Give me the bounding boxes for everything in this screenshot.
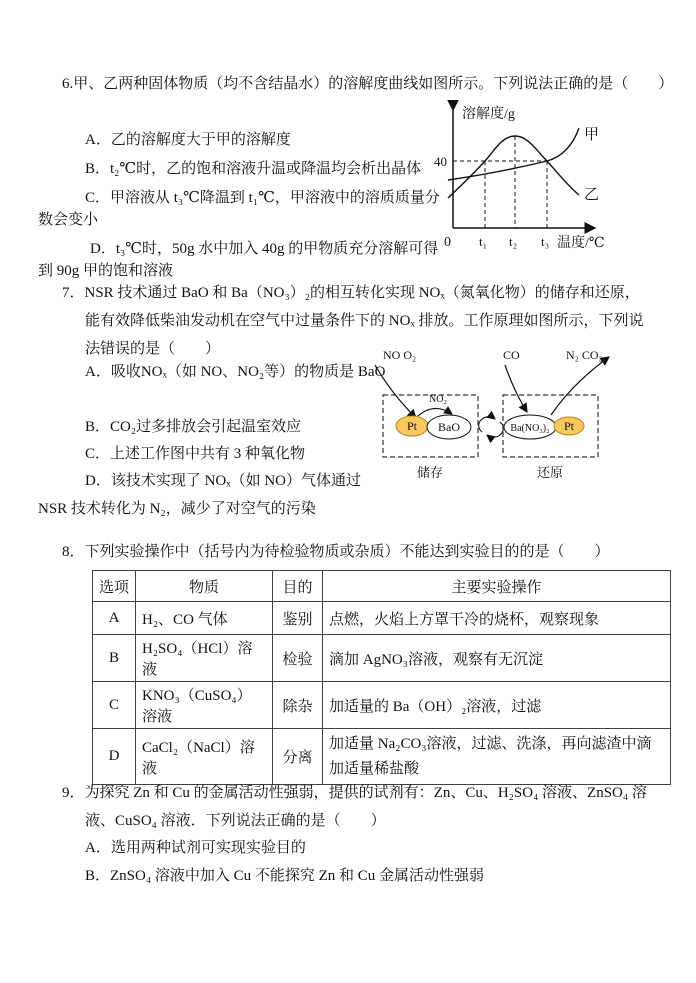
graph-t3: t₃ <box>541 234 550 249</box>
curve-yi-line <box>448 136 579 198</box>
table-row <box>93 729 671 785</box>
graph-yi: 乙 <box>584 187 600 203</box>
graph-ylabel: 溶解度/g <box>462 107 515 122</box>
nsr-diagram <box>373 345 625 483</box>
q9-option-b: B．ZnSO₄ 溶液中加入 Cu 不能探究 Zn 和 Cu 金属活动性强弱 <box>85 868 484 884</box>
q7-option-d-line1: D．该技术实现了 NOₓ（如 NO）气体通过 <box>85 473 362 489</box>
row-a-purpose: 鉴别 <box>273 602 323 635</box>
no2-label: NO₂ <box>429 394 447 405</box>
row-a-operation: 点燃，火焰上方罩干冷的烧杯，观察现象 <box>323 602 671 635</box>
q6-option-c-line1: C．甲溶液从 t₃℃降温到 t₁℃，甲溶液中的溶质质量分 <box>85 190 440 206</box>
row-a-option: A <box>93 602 136 635</box>
gas-in-right-label: CO <box>503 348 520 362</box>
table-row <box>93 635 671 682</box>
row-c-option: C <box>93 682 136 729</box>
storage-label: 储存 <box>416 465 444 480</box>
gas-in-left-label: NO O₂ <box>383 348 417 362</box>
q7-stem-line1: 7．NSR 技术通过 BaO 和 Ba（NO₃）₂的相互转化实现 NOₓ（氮氧化物）的储存和还原， <box>62 285 640 301</box>
row-c-operation: 加适量的 Ba（OH）₂溶液，过滤 <box>323 682 671 729</box>
q9-stem-line2: 液、CuSO₄ 溶液．下列说法正确的是（ ） <box>85 813 386 829</box>
graph-t1: t₁ <box>479 234 488 249</box>
q6-option-b: B．t₂℃时，乙的饱和溶液升温或降温均会析出晶体 <box>85 161 422 177</box>
q6-option-c-line2: 数会变小 <box>38 212 99 228</box>
q9-stem-line1: 9．为探究 Zn 和 Cu 的金属活动性强弱，提供的试剂有：Zn、Cu、H₂SO₄ 溶液、ZnSO₄ 溶 <box>62 785 647 801</box>
gas-out-label: N₂ CO₂ <box>566 348 603 362</box>
q6-option-a: A．乙的溶解度大于甲的溶解度 <box>85 132 291 148</box>
col-header-purpose: 目的 <box>273 571 323 602</box>
q8-table <box>92 570 671 785</box>
pt-right-label: Pt <box>563 419 575 433</box>
q7-option-d-line2: NSR 技术转化为 N₂，减少了对空气的污染 <box>38 501 316 517</box>
row-d-operation: 加适量 Na₂CO₃溶液，过滤、洗涤，再向滤渣中滴加适量稀盐酸 <box>323 729 671 785</box>
q8-stem: 8．下列实验操作中（括号内为待检验物质或杂质）不能达到实验目的的是（ ） <box>62 544 610 560</box>
table-row <box>93 682 671 729</box>
q7-option-c: C．上述工作图中共有 3 种氧化物 <box>85 446 306 462</box>
graph-y40: 40 <box>434 154 447 169</box>
cycle-arrow-top <box>479 417 495 432</box>
graph-xlabel: 温度/℃ <box>557 236 605 251</box>
q7-option-b: B．CO₂过多排放会引起温室效应 <box>85 419 302 435</box>
row-c-purpose: 除杂 <box>273 682 323 729</box>
q9-option-a: A．选用两种试剂可实现实验目的 <box>85 840 306 856</box>
row-d-option: D <box>93 729 136 785</box>
row-b-operation: 滴加 AgNO₃溶液，观察有无沉淀 <box>323 635 671 682</box>
cycle-arrow-bottom <box>487 422 503 437</box>
col-header-substance: 物质 <box>136 571 273 602</box>
table-header-row <box>93 571 671 602</box>
graph-origin: 0 <box>444 235 451 250</box>
row-d-purpose: 分离 <box>273 729 323 785</box>
q7-option-a: A．吸收NOₓ（如 NO、NO₂等）的物质是 BaO <box>85 364 386 380</box>
q7-stem-line2: 能有效降低柴油发动机在空气中过量条件下的 NOₓ 排放。工作原理如图所示，下列说 <box>85 313 644 329</box>
col-header-option: 选项 <box>93 571 136 602</box>
row-a-substance: H₂、CO 气体 <box>136 602 273 635</box>
q6-option-d-line1: D．t₃℃时，50g 水中加入 40g 的甲物质充分溶解可得 <box>90 241 439 257</box>
bao-label: BaO <box>438 420 460 434</box>
row-d-substance: CaCl₂（NaCl）溶液 <box>136 729 273 785</box>
q7-stem-line3: 法错误的是（ ） <box>85 341 221 357</box>
arrow-co-in <box>505 365 527 412</box>
table-row <box>93 602 671 635</box>
solubility-curve-figure <box>433 100 695 258</box>
pt-left-label: Pt <box>406 419 418 433</box>
row-b-option: B <box>93 635 136 682</box>
arrow-n2-co2-out <box>551 357 609 415</box>
row-c-substance: KNO₃（CuSO₄）溶液 <box>136 682 273 729</box>
arrow-no-o2-in <box>375 365 416 418</box>
graph-jia: 甲 <box>584 127 600 143</box>
banitrate-label: Ba(NO₃)₂ <box>510 423 550 434</box>
q6-option-d-line2: 到 90g 甲的饱和溶液 <box>38 263 174 279</box>
row-b-purpose: 检验 <box>273 635 323 682</box>
reduction-label: 还原 <box>536 465 564 480</box>
q6-stem: 6.甲、乙两种固体物质（均不含结晶水）的溶解度曲线如图所示。下列说法正确的是（ ） <box>62 76 674 92</box>
graph-t2: t₂ <box>509 234 518 249</box>
col-header-operation: 主要实验操作 <box>323 571 671 602</box>
row-b-substance: H₂SO₄（HCl）溶液 <box>136 635 273 682</box>
